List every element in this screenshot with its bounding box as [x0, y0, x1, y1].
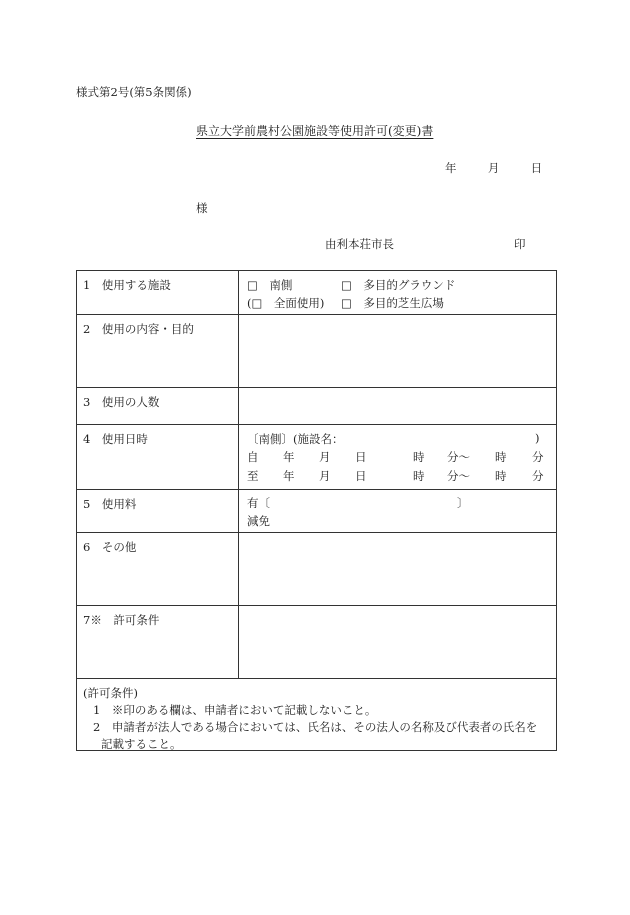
date-year: 年	[445, 161, 457, 175]
row-label: 6 その他	[83, 540, 137, 554]
row-label: 3 使用の人数	[83, 395, 160, 409]
form-number: 様式第2号(第5条関係)	[76, 85, 192, 99]
note-item: 1 ※印のある欄は、申請者において記載しないこと。	[93, 703, 377, 717]
facility-full-use-checkbox[interactable]: (□ 全面使用)	[247, 296, 325, 310]
datetime-field[interactable]: 〔南側〕(施設名： ) 自 年 月 日 時 分〜 時 分 至 年 月 日 時 分〜 時 分	[238, 425, 556, 489]
row-people	[77, 388, 556, 425]
row-label: 4 使用日時	[83, 432, 148, 446]
row-fee	[77, 490, 556, 533]
facility-ground-checkbox[interactable]: □ 多目的グラウンド	[341, 278, 456, 292]
fee-paid-open: 有〔	[247, 496, 270, 510]
row-purpose	[77, 315, 556, 388]
row-other	[77, 533, 556, 606]
facility-lawn-checkbox[interactable]: □ 多目的芝生広場	[341, 296, 444, 310]
facility-name-close: )	[535, 431, 540, 445]
row-label: 1 使用する施設	[83, 278, 171, 292]
row-conditions	[77, 606, 556, 679]
purpose-field[interactable]	[238, 315, 556, 387]
facility-value	[238, 271, 556, 314]
note-continuation: 記載すること。	[101, 737, 182, 751]
document-title: 県立大学前農村公園施設等使用許可(変更)書	[196, 124, 434, 138]
row-datetime	[77, 425, 556, 490]
conditions-field[interactable]	[238, 606, 556, 678]
date-month: 月	[487, 161, 500, 175]
date-day: 日	[530, 161, 543, 175]
people-field[interactable]	[238, 388, 556, 424]
facility-south-checkbox[interactable]: □ 南側	[247, 278, 293, 292]
permit-form-table	[76, 270, 557, 751]
row-label: 2 使用の内容・目的	[83, 322, 194, 336]
row-facility	[77, 271, 556, 315]
facility-name-open: 〔南側〕(施設名：	[247, 432, 344, 446]
fee-exempt: 減免	[247, 514, 270, 528]
fee-paid-close: 〕	[457, 496, 469, 510]
row-label: 7※ 許可条件	[83, 613, 160, 627]
notes-heading: (許可条件)	[83, 686, 138, 700]
addressee-suffix: 様	[196, 201, 208, 215]
seal-mark: 印	[514, 237, 526, 251]
fee-field[interactable]	[238, 490, 556, 532]
row-label: 5 使用料	[83, 497, 137, 511]
other-field[interactable]	[238, 533, 556, 605]
note-item: 2 申請者が法人である場合においては、氏名は、その法人の名称及び代表者の氏名を	[93, 720, 538, 734]
date-line	[445, 160, 542, 176]
issuer-name: 由利本荘市長	[325, 237, 394, 251]
